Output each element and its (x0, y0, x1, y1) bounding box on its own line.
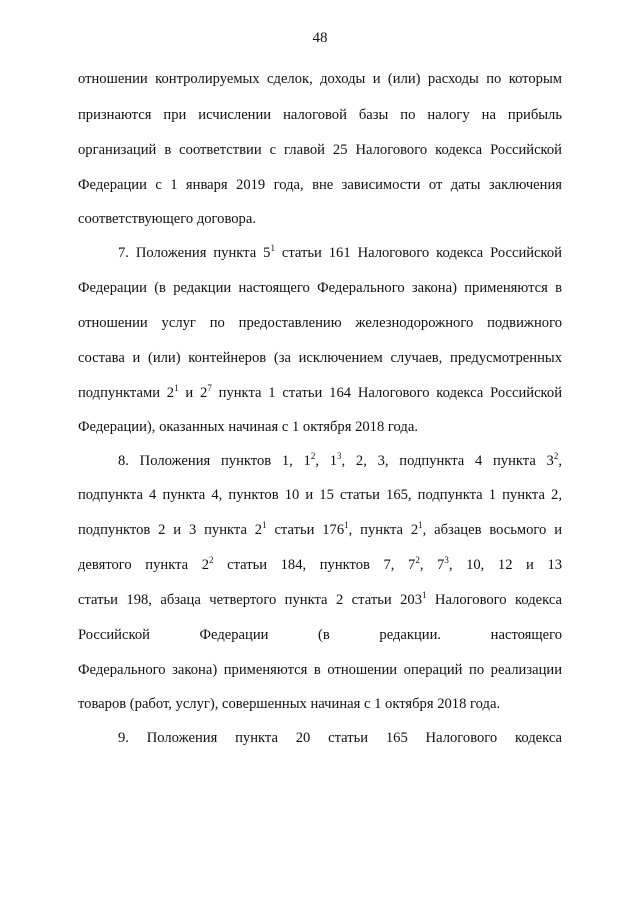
text-line: Федерации (в редакции настоящего Федерального закона) применяются в (78, 280, 562, 296)
text-line: Федерации с 1 января 2019 года, вне зависимости от даты заключения (78, 177, 562, 193)
page-number: 48 (312, 30, 328, 46)
paragraph-9-first-line: 9. Положения пункта 20 статьи 165 Налогового кодекса (118, 730, 562, 746)
text-line: состава и (или) контейнеров (за исключением случаев, предусмотренных (78, 350, 562, 366)
text-line: Федерального закона) применяются в отношении операций по реализации (78, 662, 562, 678)
text-line: подпунктов 2 и 3 пункта $2^1$ статьи $176^1$, пункта $2^1$, абзацев восьмого и (78, 520, 563, 538)
paragraph-7-first-line: 7. Положения пункта $5^1$ статьи 161 Налогового кодекса Российской (118, 243, 562, 261)
paragraph-8-first-line: 8. Положения пунктов 1, $1^2$, $1^3$, 2, 3, подпункта 4 пункта $3^2$, (118, 451, 563, 469)
text-line: подпунктами $2^1$ и $2^7$ пункта 1 статьи 164 Налогового кодекса Российской (78, 383, 563, 401)
text-line: соответствующего договора. (78, 211, 256, 227)
text-line: отношении услуг по предоставлению железнодорожного подвижного (78, 315, 562, 331)
text-line: признаются при исчислении налоговой базы по налогу на прибыль (78, 107, 562, 123)
text-line: Федерации), оказанных начиная с 1 октября 2018 года. (78, 419, 418, 435)
text-line: статьи 198, абзаца четвертого пункта 2 статьи $203^1$ Налогового кодекса (78, 590, 563, 608)
text-line: отношении контролируемых сделок, доходы и (или) расходы по которым (78, 71, 562, 87)
text-line: Российской Федерации (в редакции. настоящего (78, 627, 562, 643)
text-line: девятого пункта $2^2$ статьи 184, пунктов 7, $7^2$, $7^3$, 10, 12 и 13 (78, 555, 563, 573)
text-line: товаров (работ, услуг), совершенных начиная с 1 октября 2018 года. (78, 696, 501, 712)
text-line: подпункта 4 пункта 4, пунктов 10 и 15 статьи 165, подпункта 1 пункта 2, (78, 487, 562, 503)
text-line: организаций в соответствии с главой 25 Налогового кодекса Российской (78, 142, 562, 158)
